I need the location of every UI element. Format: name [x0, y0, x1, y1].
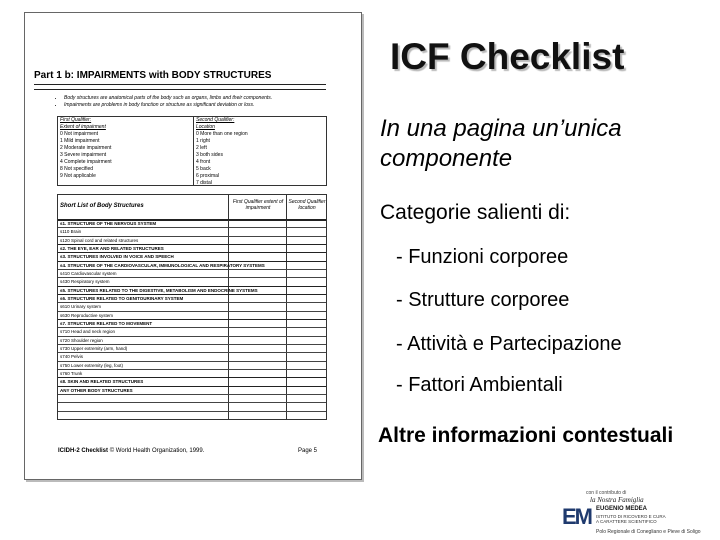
category-item: - Strutture corporee: [396, 289, 570, 311]
structure-label: s750 Lower extremity (leg, foot): [60, 362, 124, 368]
qualifier-item: 8 Not specified: [60, 166, 94, 172]
section-label: s6. STRUCTURE RELATED TO GENITOURINARY SYSTEM: [60, 296, 184, 301]
logo-polo: Polo Regionale di Conegliano e Pieve di Soligo: [596, 529, 701, 535]
qualifier-item: 9 Not applicable: [60, 173, 96, 179]
doc-title-rule: [34, 84, 326, 85]
second-qualifier-list: [196, 131, 248, 187]
logo-mark: EM: [562, 504, 591, 529]
structure-label: s740 Pelvis: [60, 354, 84, 360]
section-label: s4. STRUCTURE OF THE CARDIOVASCULAR, IMMUNOLOGICAL AND RESPIRATORY SYSTEMS: [60, 262, 265, 268]
structure-label: s720 Shoulder region: [60, 337, 103, 343]
second-qualifier-col-head: Second Qualifier location: [288, 199, 326, 211]
logo-sub-line: A CARATTERE SCIENTIFICO: [596, 519, 657, 524]
qualifier-item: 1 right: [196, 138, 210, 144]
second-qualifier-column: [196, 117, 248, 187]
categories-heading: Categorie salienti di:: [380, 201, 571, 224]
doc-footer-title: ICIDH-2 Checklist: [58, 448, 109, 454]
slide-title: ICF Checklist: [390, 36, 625, 77]
qualifier-item: 4 Complete impairment: [60, 159, 112, 165]
logo-brand: la Nostra Famiglia: [590, 496, 644, 504]
category-item: - Funzioni corporee: [396, 246, 569, 268]
medea-logo: [560, 490, 720, 538]
section-label: s1. STRUCTURE OF THE NERVOUS SYSTEM: [60, 221, 157, 226]
qualifier-item: 5 back: [196, 166, 211, 172]
qualifier-item: 7 distal: [196, 180, 212, 186]
section-label: s7. STRUCTURE RELATED TO MOVEMENT: [60, 321, 153, 326]
structure-label: s760 Trunk: [60, 371, 83, 376]
doc-part-title: Part 1 b: IMPAIRMENTS with BODY STRUCTURES: [34, 70, 272, 81]
category-item: - Attività e Partecipazione: [396, 333, 622, 355]
doc-bullet: • Impairments are problems in body function or structure as significant deviation or loss.: [64, 102, 324, 109]
qualifier-item: 4 front: [196, 159, 211, 165]
structures-head: Short List of Body Structures: [60, 203, 144, 209]
slide-subtitle: [380, 114, 622, 174]
section-label: s5. STRUCTURES RELATED TO THE DIGESTIVE, METABOLISM AND ENDOCRINE SYSTEMS: [60, 287, 258, 293]
structures-table: [57, 194, 327, 420]
table-row: [58, 411, 326, 420]
structure-label: s430 Respiratory system: [60, 279, 110, 285]
qualifier-item: 1 Mild impairment: [60, 138, 100, 144]
qualifier-box: [57, 116, 327, 186]
section-label: s3. STRUCTURES INVOLVED IN VOICE AND SPEECH: [60, 254, 174, 260]
second-qualifier-head: Second Qualifier:: [196, 117, 235, 123]
qualifier-item: 6 proximal: [196, 173, 220, 179]
doc-footer: [58, 448, 204, 454]
logo-name: EUGENIO MEDEA: [596, 506, 648, 512]
qualifier-item: 3 Severe impairment: [60, 152, 107, 158]
doc-title-rule-2: [34, 89, 326, 90]
structure-label: s630 Reproductive system: [60, 312, 114, 318]
doc-bullets: [56, 95, 324, 109]
structure-label: s710 Head and neck region: [60, 329, 116, 335]
logo-sub-line: ISTITUTO DI RICOVERO E CURA: [596, 514, 666, 519]
first-qualifier-column: [60, 117, 112, 180]
first-qualifier-sub: Extent of impairment: [60, 124, 106, 130]
qualifier-item: 0 Not impairment: [60, 131, 99, 137]
qualifier-item: 3 both sides: [196, 152, 223, 158]
section-label: ANY OTHER BODY STRUCTURES: [60, 387, 133, 393]
logo-subtitle: [596, 514, 666, 524]
subtitle-line: In una pagina un’unica: [380, 115, 622, 142]
logo-top-line: con il contributo di: [586, 490, 627, 496]
first-qualifier-col-head: First Qualifier extent of impairment: [232, 199, 284, 211]
first-qualifier-head: First Qualifier:: [60, 117, 92, 123]
doc-page-number: Page 5: [298, 448, 318, 454]
structure-label: s610 Urinary system: [60, 304, 102, 310]
structure-label: s730 Upper extremity (arm, hand): [60, 346, 128, 351]
section-label: s8. SKIN AND RELATED STRUCTURES: [60, 379, 144, 385]
first-qualifier-list: [60, 131, 112, 180]
section-label: s2. THE EYE, EAR AND RELATED STRUCTURES: [60, 246, 164, 251]
structure-label: s410 Cardiovascular system: [60, 271, 117, 276]
category-item: - Fattori Ambientali: [396, 374, 563, 396]
structure-label: s120 Spinal cord and related structures: [60, 237, 139, 243]
qualifier-item: 0 More than one region: [196, 131, 248, 137]
qualifier-divider: [193, 117, 194, 185]
doc-bullet: • Body structures are anatomical parts of the body such as organs, limbs and their components.: [64, 95, 324, 102]
qualifier-item: 2 left: [196, 145, 207, 151]
second-qualifier-sub: Location: [196, 124, 215, 130]
doc-footer-copyright: © World Health Organization, 1999.: [109, 448, 205, 454]
qualifier-item: 2 Moderate impairment: [60, 145, 112, 151]
structure-label: s110 Brain: [60, 229, 82, 235]
subtitle-line: componente: [380, 145, 513, 172]
other-info-heading: Altre informazioni contestuali: [378, 424, 674, 447]
